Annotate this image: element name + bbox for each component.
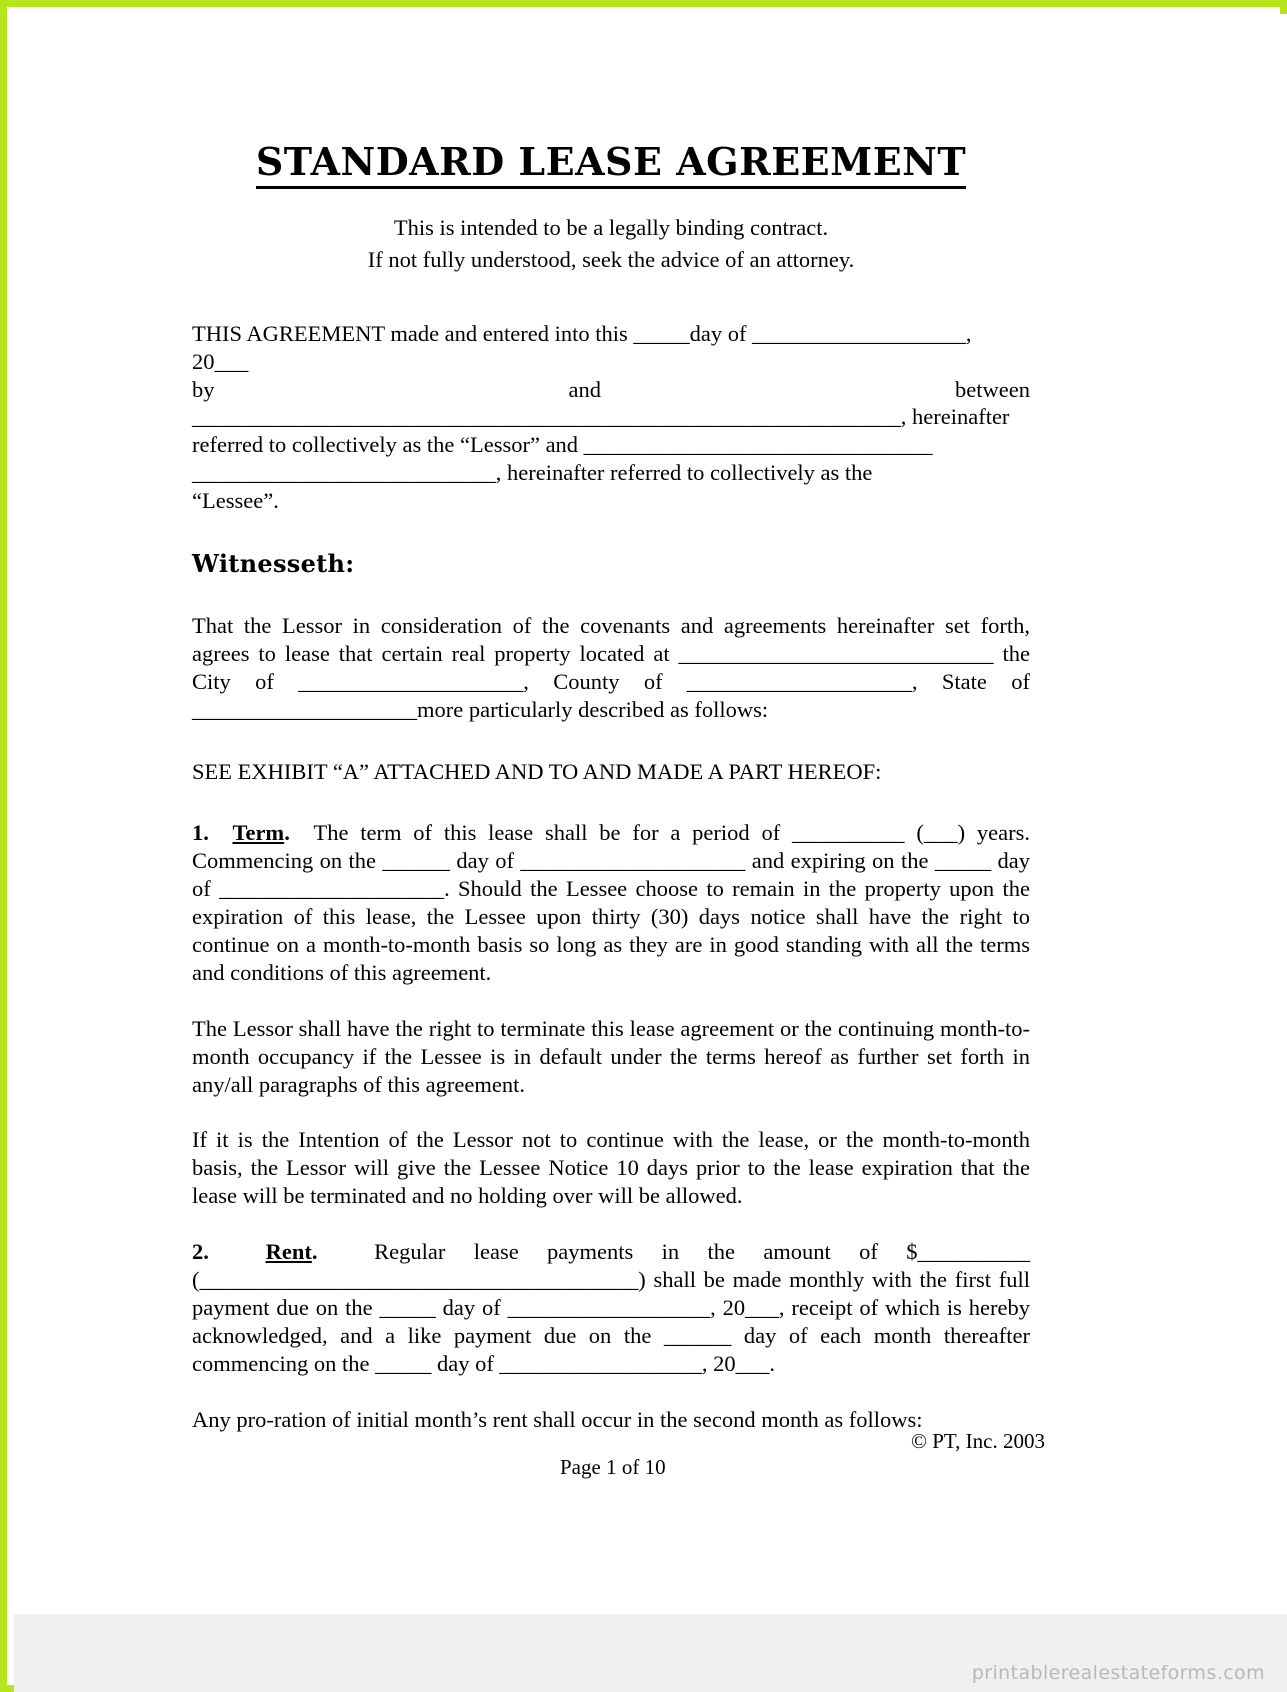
spacer [192, 1378, 1030, 1406]
section-2-heading-suffix: . [311, 1239, 318, 1265]
section-2-body: Regular lease payments in the amount of $__________ (_______________________________________) shall be made monthly with the first full payment due on the _____ day of __________________, 20___, receipt of which is hereby acknowledged, and a like payment due on the ______ day of each month thereafter commencing on the _____ day of __________________, 20___. [192, 1239, 1030, 1376]
spacer [192, 1098, 1030, 1126]
subtitle-line-2: If not fully understood, seek the advice of an attorney. [367, 246, 855, 272]
spacer [192, 515, 1030, 549]
section-1-extra-paragraph-1: The Lessor shall have the right to terminate this lease agreement or the continuing month-to-month occupancy if the Lessee is in default under the terms hereof as further set forth in any/all paragraphs of this agreement. [192, 1015, 1030, 1097]
spacer [192, 724, 1030, 758]
section-2-paragraph [192, 1238, 1030, 1377]
section-1-extra-paragraph-2: If it is the Intention of the Lessor not to continue with the lease, or the month-to-month basis, the Lessor will give the Lessee Notice 10 days prior to the lease expiration that the lease will be terminated and no holding over will be allowed. [192, 1127, 1030, 1209]
document-subtitle [192, 182, 1030, 276]
exhibit-note: SEE EXHIBIT “A” ATTACHED AND TO AND MADE A PART HEREOF: [192, 758, 882, 784]
intro-line-1: THIS AGREEMENT made and entered into this _____day of ___________________, 20___ [192, 320, 972, 374]
spacer [192, 785, 1030, 819]
intro-line-3: _______________________________________________________________, hereinafter [192, 404, 1010, 430]
section-1-heading: Term [232, 820, 285, 846]
intro-line-4: referred to collectively as the “Lessor” and _______________________________ [192, 432, 933, 458]
section-2-extra-paragraph-1: Any pro-ration of initial month’s rent shall occur in the second month as follows: [192, 1406, 923, 1432]
intro-by-label: by [192, 376, 215, 402]
intro-line-5: ___________________________, hereinafter referred to collectively as the [192, 460, 873, 486]
page-title-text: STANDARD LEASE AGREEMENT [256, 139, 966, 189]
section-2-heading: Rent [265, 1239, 312, 1265]
site-watermark-strip [14, 1614, 1287, 1692]
intro-parties-line [192, 376, 1030, 404]
spacer [192, 578, 1030, 612]
intro-between-label: between [955, 376, 1030, 402]
section-1-heading-suffix: . [284, 820, 290, 846]
section-1-number: 1. [192, 820, 209, 846]
spacer [192, 1210, 1030, 1238]
document-content [192, 14, 1030, 1433]
witnesseth-body: That the Lessor in consideration of the covenants and agreements hereinafter set forth, agrees to lease that certain real property located at ____________________________ the City of ____________________, County of ____________________, State of ____________________more particularly described as follows: [192, 613, 1030, 722]
intro-and-label: and [568, 376, 602, 402]
witnesseth-heading: Witnesseth: [192, 549, 355, 578]
page-title [192, 14, 1030, 182]
subtitle-line-1: This is intended to be a legally binding contract. [393, 214, 829, 240]
section-2-number: 2. [192, 1239, 209, 1265]
spacer [192, 276, 1030, 320]
page-number: Page 1 of 10 [560, 1455, 666, 1479]
spacer [192, 987, 1030, 1015]
section-1-body: The term of this lease shall be for a period of __________ (___) years. Commencing on the ______ day of ____________________ and expiring on the _____ day of ____________________. Should the Lessee choose to remain in the property upon the expiration of this lease, the Lessee upon thirty (30) days notice shall have the right to continue on a month-to-month basis so long as they are in good standing with all the terms and conditions of this agreement. [192, 820, 1031, 985]
site-watermark-text: printablerealestateforms.com [971, 1662, 1265, 1684]
section-1-paragraph [192, 819, 1030, 986]
copyright-notice: © PT, Inc. 2003 [911, 1429, 1045, 1453]
intro-line-6: “Lessee”. [192, 488, 279, 514]
document-sheet [14, 14, 1287, 1614]
